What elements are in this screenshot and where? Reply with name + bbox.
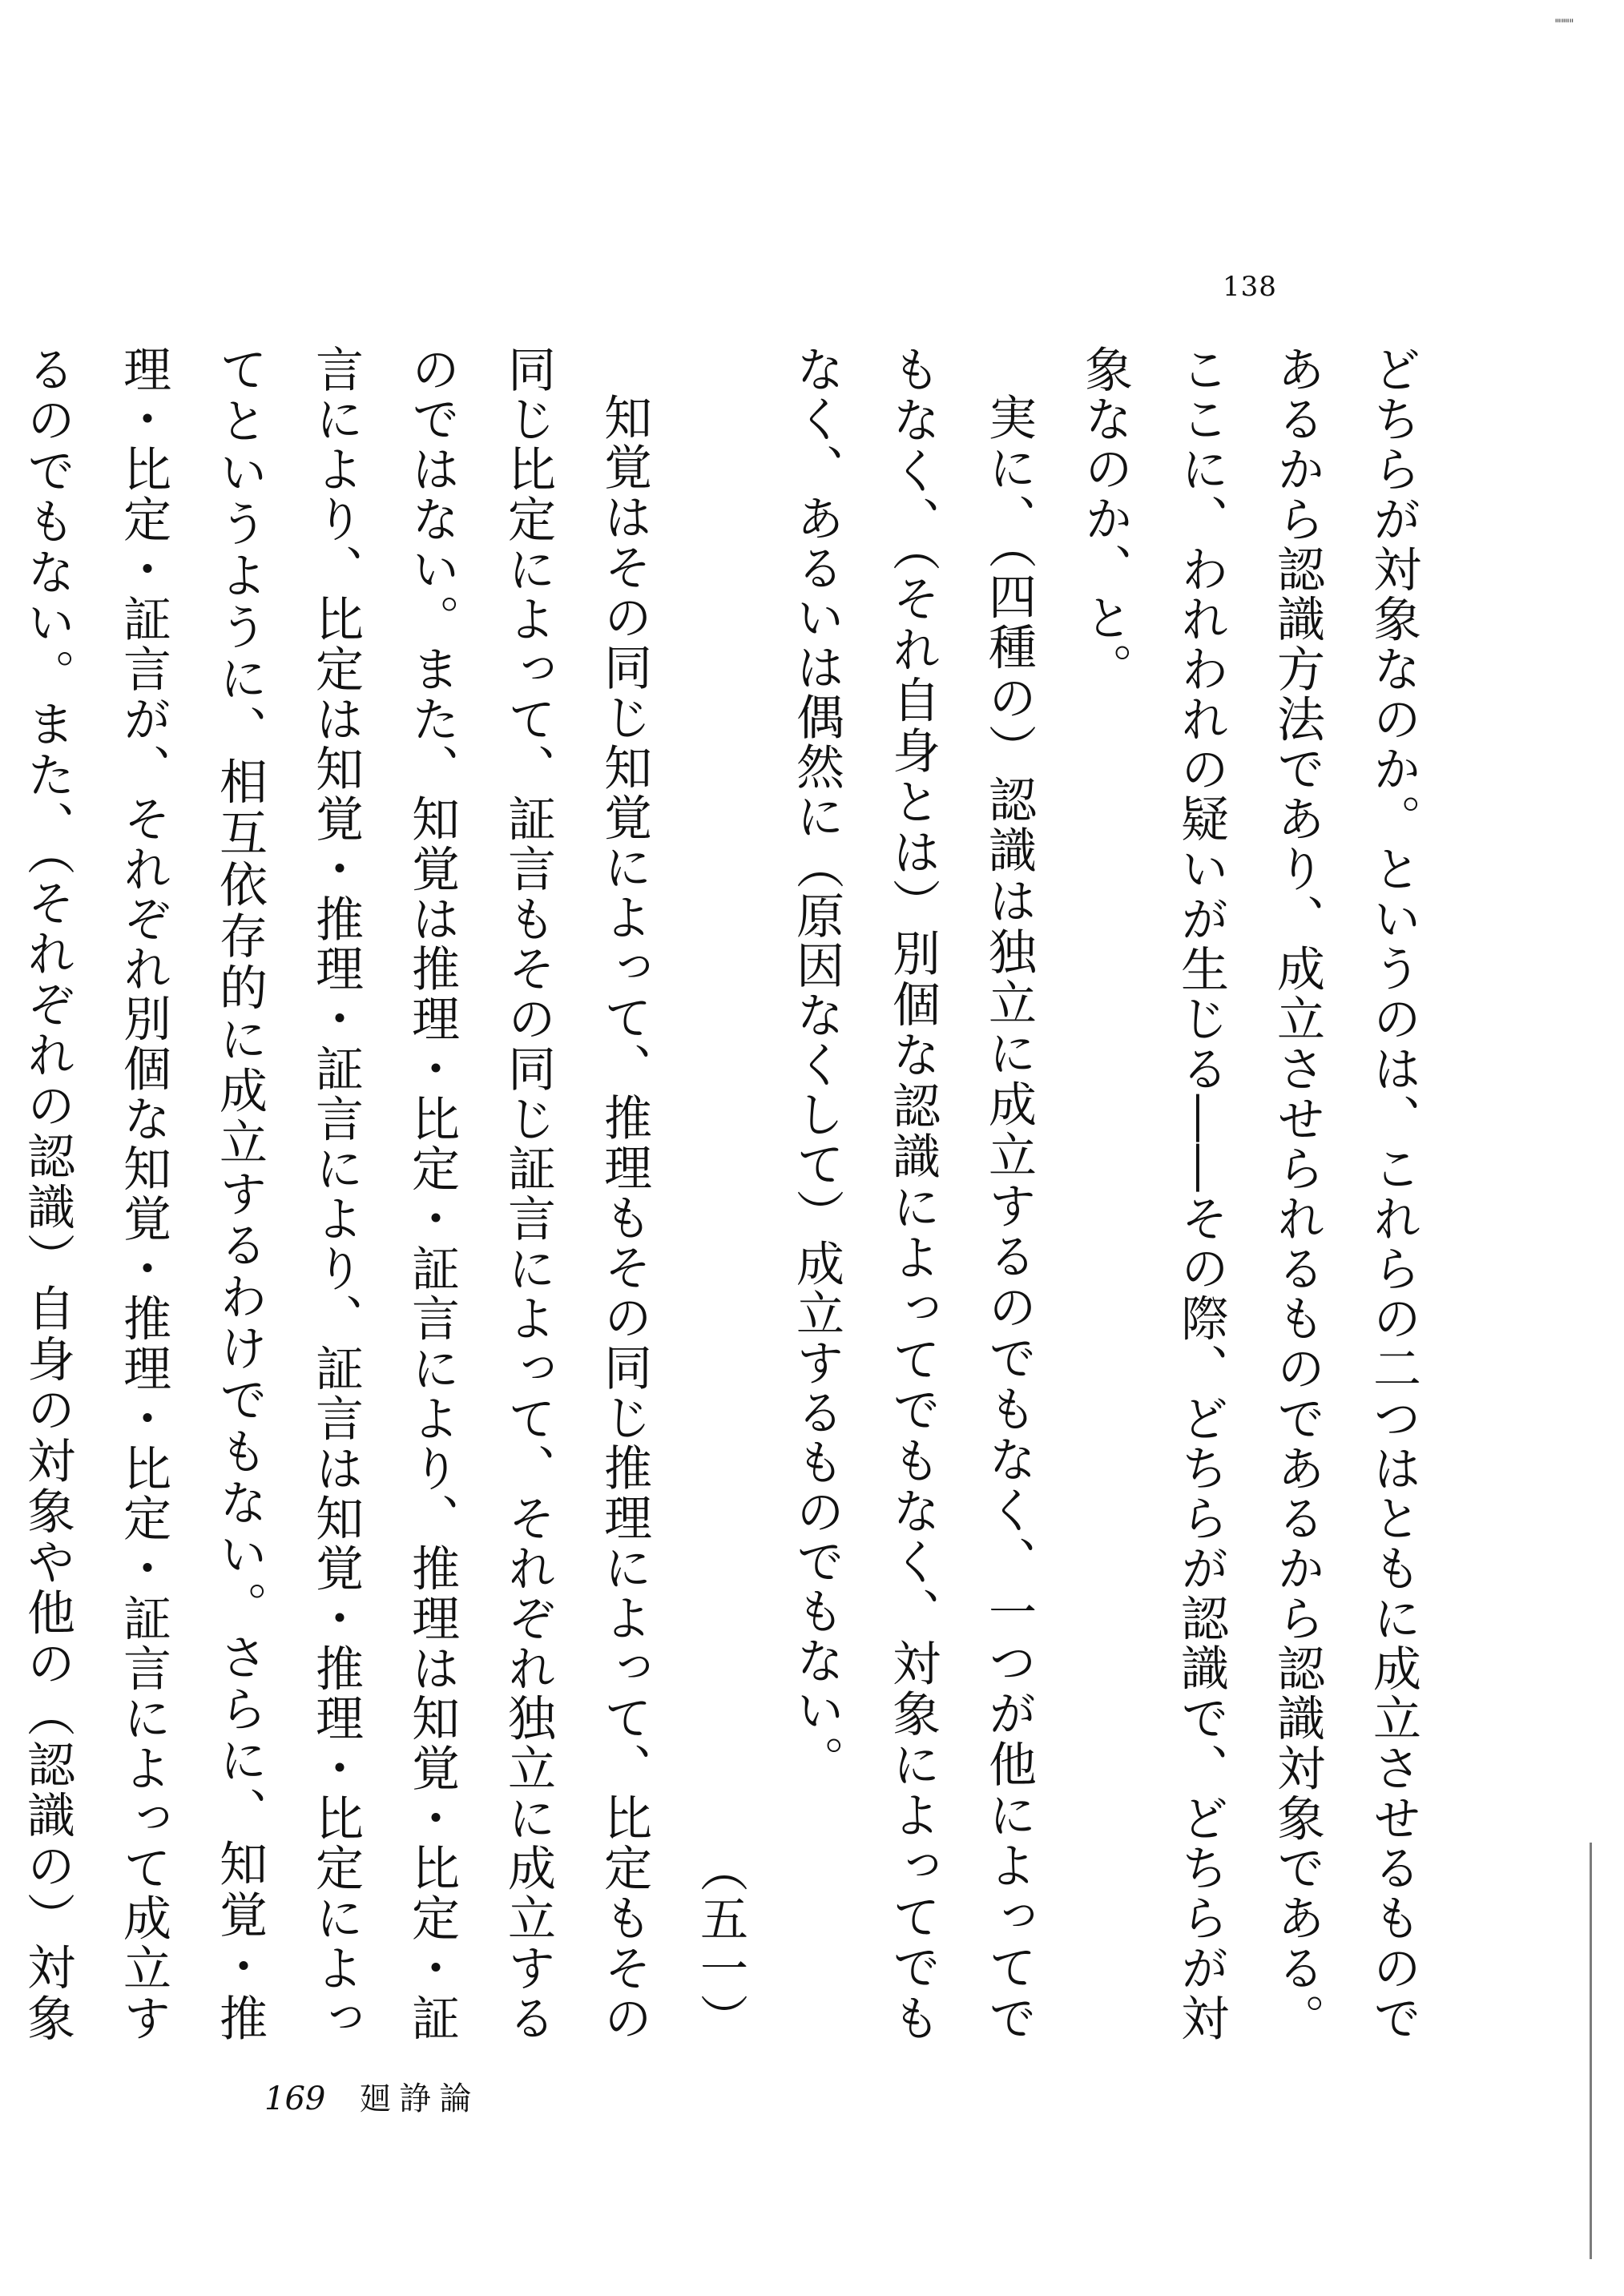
corner-scan-mark: ''"''"' (1554, 16, 1573, 31)
paragraph-2-note: （五一） (692, 1844, 748, 2043)
body-text (19, 344, 1441, 2044)
paragraph-1: どちらが対象なのか。というのは、これらの二つはともに成立させるものであるから認識方法であり、成立させられるものであるから認識対象である。ここに、われわれの疑いが生じる――その際、どちらが認識で、どちらが対象なのか、と。 (1077, 344, 1421, 2043)
footer-folio: 169 (264, 2080, 326, 2117)
paragraph-3: 知覚はその同じ知覚によって、推理もその同じ推理によって、比定もその同じ比定によって、証言もその同じ証言によって、それぞれ独立に成立するのではない。また、知覚は推理・比定・証言により、推理は知覚・比定・証言により、比定は知覚・推理・証言により、証言は知覚・推理・比定によってというように、相互依存的に成立するわけでもない。さらに、知覚・推理・比定・証言が、それぞれ別個な知覚・推理・比定・証言によって成立するのでもない。また、（それぞれの認識）自身の対象や他の（認識の）対象 (19, 344, 652, 2044)
page-footer (264, 2073, 479, 2119)
page-number: 138 (1223, 271, 1277, 303)
page-edge-line (1590, 1843, 1592, 2259)
paragraph-2: 実に、（四種の）認識は独立に成立するのでもなく、一つが他によってでもなく、（それ自身とは）別個な認識によってでもなく、対象によってでもなく、あるいは偶然に（原因なくして）成立するものでもない。 (788, 344, 1037, 2043)
footer-title: 廻諍論 (359, 2080, 480, 2117)
